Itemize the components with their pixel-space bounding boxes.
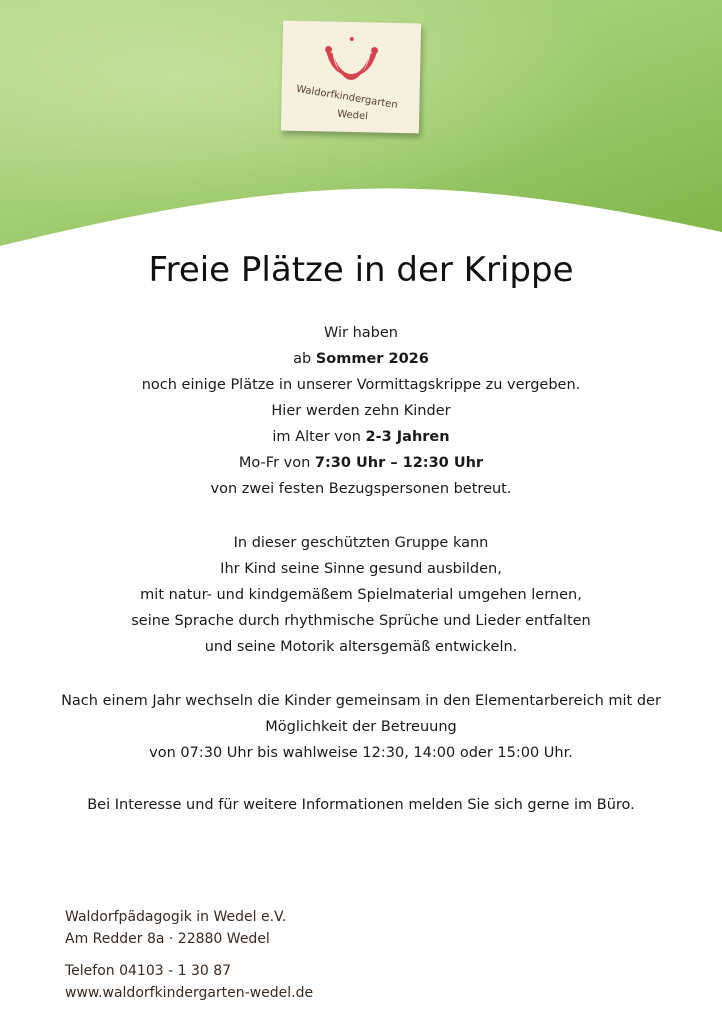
- transition-line-1: Nach einem Jahr wechseln die Kinder gemeinsam in den Elementarbereich mit der: [61, 693, 661, 709]
- group-line-3: mit natur- und kindgemäßem Spielmaterial umgehen lernen,: [140, 587, 582, 603]
- announcement-body: [0, 320, 722, 818]
- transition-line-2: Möglichkeit der Betreuung: [265, 719, 457, 735]
- intro-line-5: im Alter von 2-3 Jahren: [272, 429, 450, 445]
- logo-text-place: Wedel: [336, 108, 369, 123]
- intro-line-3: noch einige Plätze in unserer Vormittagskrippe zu vergeben.: [141, 377, 581, 393]
- group-line-2: Ihr Kind seine Sinne gesund ausbilden,: [220, 561, 502, 577]
- transition-line-3: von 07:30 Uhr bis wahlweise 12:30, 14:00 oder 15:00 Uhr.: [149, 745, 573, 761]
- footer-address: Am Redder 8a · 22880 Wedel: [65, 931, 270, 947]
- footer-org-name: Waldorfpädagogik in Wedel e.V.: [65, 909, 287, 925]
- logo-card: [281, 21, 421, 134]
- footer-contact: [65, 906, 313, 1004]
- contact-note: Bei Interesse und für weitere Informationen melden Sie sich gerne im Büro.: [87, 797, 635, 813]
- intro-line-7: von zwei festen Bezugspersonen betreut.: [210, 481, 512, 497]
- intro-line-1: Wir haben: [323, 325, 398, 341]
- start-date-highlight: Sommer 2026: [315, 351, 429, 367]
- page-title: Freie Plätze in der Krippe: [148, 250, 574, 290]
- intro-line-6: Mo-Fr von 7:30 Uhr – 12:30 Uhr: [238, 455, 484, 471]
- group-line-4: seine Sprache durch rhythmische Sprüche und Lieder entfalten: [131, 613, 591, 629]
- footer-phone: Telefon 04103 - 1 30 87: [65, 963, 232, 979]
- green-header-banner: [0, 0, 722, 260]
- group-line-5: und seine Motorik altersgemäß entwickeln.: [204, 639, 518, 655]
- footer-website-link[interactable]: www.waldorfkindergarten-wedel.de: [65, 985, 314, 1001]
- intro-line-4: Hier werden zehn Kinder: [271, 403, 451, 419]
- logo-text-name: Waldorfkindergarten: [295, 83, 399, 112]
- hours-highlight: 7:30 Uhr – 12:30 Uhr: [314, 455, 484, 471]
- group-line-1: In dieser geschützten Gruppe kann: [233, 535, 489, 551]
- age-highlight: 2-3 Jahren: [365, 429, 450, 445]
- intro-line-2: ab Sommer 2026: [293, 351, 429, 367]
